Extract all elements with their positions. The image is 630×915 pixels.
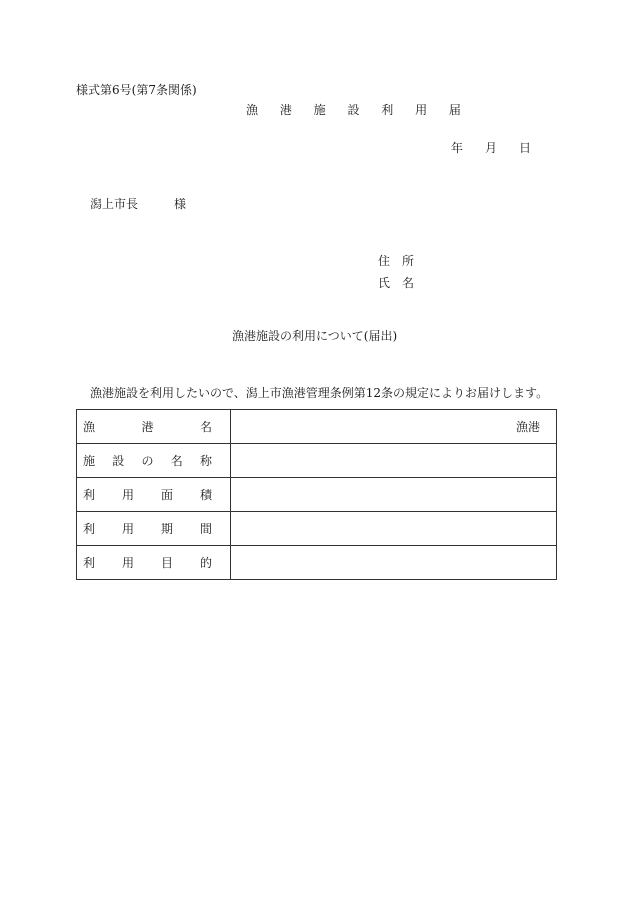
row-label-char: 名 <box>199 420 212 434</box>
date-month-label: 月 <box>484 141 497 155</box>
row-label-char: 利 <box>83 556 96 570</box>
row-label-char: 間 <box>199 522 212 536</box>
usage-table <box>76 409 557 580</box>
row-label-text <box>83 486 212 503</box>
row-value-field[interactable]: 漁港 <box>231 410 557 444</box>
row-label-char: 施 <box>83 454 96 468</box>
address-label-char: 住 <box>378 254 391 268</box>
row-label <box>77 512 231 546</box>
usage-table-body <box>77 410 557 580</box>
subject-line: 漁港施設の利用について(届出) <box>232 329 398 343</box>
address-label-char: 所 <box>401 254 414 268</box>
row-label-char: 用 <box>121 488 134 502</box>
row-label-text <box>83 554 212 571</box>
row-value-field[interactable] <box>231 546 557 580</box>
table-row <box>77 410 557 444</box>
table-row <box>77 444 557 478</box>
row-label <box>77 478 231 512</box>
document-title: 漁 港 施 設 利 用 届 <box>246 103 470 117</box>
table-row <box>77 546 557 580</box>
date-line <box>451 142 531 154</box>
row-label-text <box>83 418 212 435</box>
body-text: 漁港施設を利用したいので、潟上市漁港管理条例第12条の規定によりお届けします。 <box>90 386 549 400</box>
row-label-char: 漁 <box>83 420 96 434</box>
applicant-block <box>378 255 414 299</box>
row-label-char: 設 <box>112 454 125 468</box>
table-row <box>77 478 557 512</box>
addressee-honorific: 様 <box>174 197 187 211</box>
row-label-char: 称 <box>199 454 212 468</box>
addressee-name: 潟上市長 <box>90 197 139 211</box>
name-label <box>378 277 414 289</box>
row-label-char: 面 <box>160 488 173 502</box>
row-value-field[interactable] <box>231 512 557 546</box>
row-label-char: 用 <box>121 556 134 570</box>
row-value-field[interactable] <box>231 444 557 478</box>
applicant-name-row <box>378 277 414 289</box>
row-label-char: 的 <box>199 556 212 570</box>
row-label-char: 期 <box>160 522 173 536</box>
row-label-char: 名 <box>170 454 183 468</box>
date-day-label: 日 <box>518 141 531 155</box>
name-label-char: 氏 <box>378 276 391 290</box>
addressee <box>90 198 186 210</box>
row-label-char: の <box>141 454 154 468</box>
row-label-char: 用 <box>121 522 134 536</box>
row-value-field[interactable] <box>231 478 557 512</box>
date-year-label: 年 <box>451 141 464 155</box>
table-row <box>77 512 557 546</box>
row-label <box>77 546 231 580</box>
form-number: 様式第6号(第7条関係) <box>76 83 197 97</box>
name-label-char: 名 <box>401 276 414 290</box>
row-label <box>77 410 231 444</box>
row-label-char: 利 <box>83 488 96 502</box>
row-label-char: 目 <box>160 556 173 570</box>
row-label <box>77 444 231 478</box>
row-label-char: 利 <box>83 522 96 536</box>
row-label-char: 港 <box>141 420 154 434</box>
address-label <box>378 255 414 267</box>
row-label-text <box>83 452 212 469</box>
row-label-char: 積 <box>199 488 212 502</box>
row-label-text <box>83 520 212 537</box>
applicant-address-row <box>378 255 414 267</box>
